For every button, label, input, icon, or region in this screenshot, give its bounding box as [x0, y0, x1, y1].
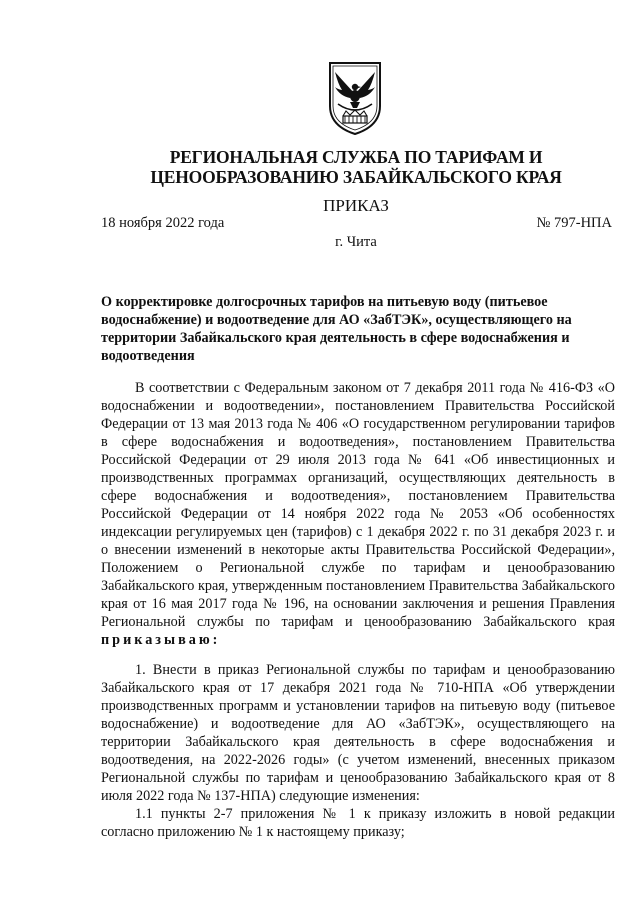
preamble-paragraph: [101, 379, 615, 649]
order-city: г. Чита: [335, 234, 377, 250]
agency-name: [90, 147, 622, 187]
eagle-shield-icon: [326, 60, 384, 136]
agency-name-line1: РЕГИОНАЛЬНАЯ СЛУЖБА ПО ТАРИФАМ И: [169, 147, 543, 167]
order-date: 18 ноября 2022 года: [101, 215, 225, 231]
order-body: [101, 379, 615, 841]
item-1-1-paragraph: 1.1 пункты 2-7 приложения № 1 к приказу изложить в новой редакции согласно приложению № 1 к настоящему приказу;: [101, 806, 615, 840]
coat-of-arms-emblem: [326, 60, 384, 136]
document-type: ПРИКАЗ: [323, 196, 389, 215]
order-verb: приказываю:: [101, 632, 221, 648]
agency-name-line2: ЦЕНООБРАЗОВАНИЮ ЗАБАЙКАЛЬСКОГО КРАЯ: [150, 167, 562, 187]
order-title: О корректировке долгосрочных тарифов на питьевую воду (питьевое водоснабжение) и водоотведение для АО «ЗабТЭК», осуществляющего на территории Забайкальского края деятельность в сфере водоснабжения и водоотведения: [101, 294, 572, 364]
preamble-text: В соответствии с Федеральным законом от 7 декабря 2011 года № 416-ФЗ «О водоснабжении и водоотведении», постановлением Правительства Российской Федерации от 13 мая 2013 года № 406 «О государственном регулировании тарифов в сфере водоснабжения и водоотведения», постановлением Правительства Российской Федерации от 29 июля 2013 года № 641 «Об инвестиционных и производственных программах организаций, осуществляющих деятельность в сфере водоснабжения и водоотведения», постановлением Правительства Российской Федерации от 14 ноября 2022 года № 2053 «Об особенностях индексации регулируемых цен (тарифов) с 1 декабря 2022 г. по 31 декабря 2023 г. и о внесении изменений в некоторые акты Правительства Российской Федерации», Положением о Региональной службе по тарифам и ценообразованию Забайкальского края, утвержденным постановлением Правительства Забайкальского края от 16 мая 2017 года № 196, на основании заключения и решения Правления Региональной службы по тарифам и ценообразованию Забайкальского края: [101, 380, 615, 630]
item-1-paragraph: 1. Внести в приказ Региональной службы по тарифам и ценообразованию Забайкальского края от 17 декабря 2021 года № 710-НПА «Об утверждении производственных программ и установлении тарифов на питьевую воду (питьевое водоснабжение) и водоотведение для АО «ЗабТЭК», осуществляющего на территории Забайкальского края деятельность в сфере водоснабжения и водоотведения, на 2022-2026 годы» (с учетом изменений, внесенных приказом Региональной службы по тарифам и ценообразованию Забайкальского края от 8 июля 2022 года № 137-НПА) следующие изменения:: [101, 662, 615, 804]
order-number: № 797-НПА: [536, 215, 612, 231]
